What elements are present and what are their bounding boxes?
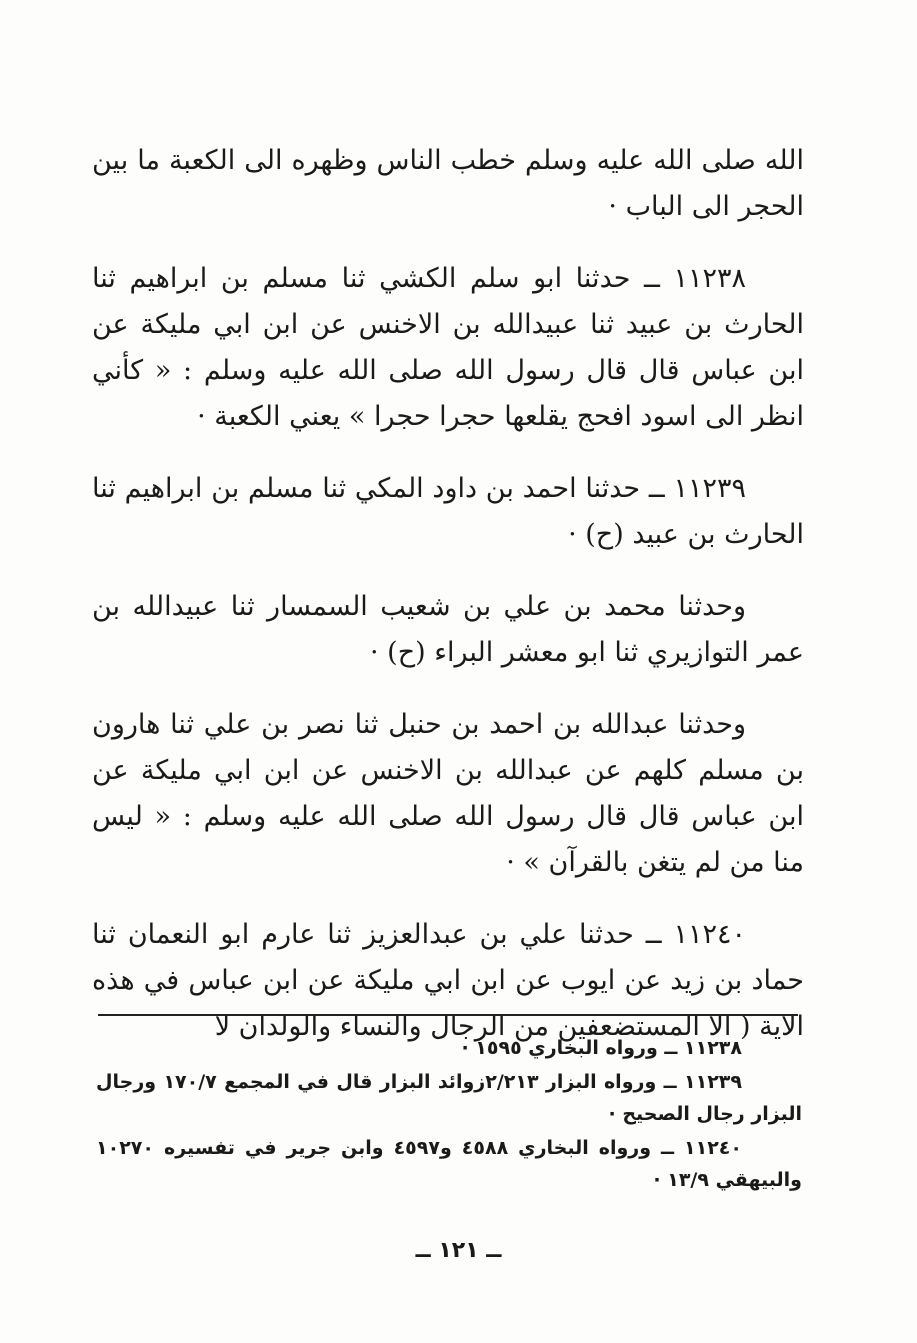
- main-text: [92, 138, 804, 1076]
- hadith-11239: ١١٢٣٩ ــ حدثنا احمد بن داود المكي ثنا مسلم بن ابراهيم ثنا الحارث بن عبيد (ح) ·: [92, 473, 804, 550]
- paragraph-continuation: الله صلى الله عليه وسلم خطب الناس وظهره الى الكعبة ما بين الحجر الى الباب ·: [92, 145, 804, 222]
- footnote-11240: ١١٢٤٠ ــ ورواه البخاري ٤٥٨٨ و٤٥٩٧ وابن جرير في تفسيره ١٠٢٧٠ والبيهقي ١٣/٩ ·: [96, 1137, 802, 1191]
- hadith-11239-chain-3: وحدثنا عبدالله بن احمد بن حنبل ثنا نصر بن علي ثنا هارون بن مسلم كلهم عن عبدالله بن الاخنس عن ابن ابي مليكة عن ابن عباس قال قال رسول الله صلى الله عليه وسلم : « ليس منا من لم يتغن بالقرآن » ·: [92, 709, 804, 878]
- footnote-divider: [98, 1014, 798, 1016]
- hadith-11239-chain-2: وحدثنا محمد بن علي بن شعيب السمسار ثنا عبيدالله بن عمر التوازيري ثنا ابو معشر البراء (ح) ·: [92, 591, 804, 668]
- footnote-11238: ١١٢٣٨ ــ ورواه البخاري ١٥٩٥ ·: [461, 1037, 742, 1059]
- hadith-11238: ١١٢٣٨ ــ حدثنا ابو سلم الكشي ثنا مسلم بن ابراهيم ثنا الحارث بن عبيد ثنا عبيدالله بن الاخنس عن ابن ابي مليكة عن ابن عباس قال قال رسول الله صلى الله عليه وسلم : « كأني انظر الى اسود افحج يقلعها حجرا حجرا » يعني الكعبة ·: [92, 263, 804, 432]
- page-number: ــ ١٢١ ــ: [415, 1238, 502, 1263]
- hadith-11240: ١١٢٤٠ ــ حدثنا علي بن عبدالعزيز ثنا عارم ابو النعمان ثنا حماد بن زيد عن ايوب عن ابن ابي مليكة عن ابن عباس في هذه الاية ( الا المستضعفين من الرجال والنساء والولدان لا: [92, 919, 804, 1042]
- footnote-11239: ١١٢٣٩ ــ ورواه البزار ٢/٢١٣زوائد البزار قال في المجمع ١٧٠/٧ ورجال البزار رجال الصحيح ·: [96, 1071, 802, 1125]
- footnotes: [96, 1032, 802, 1198]
